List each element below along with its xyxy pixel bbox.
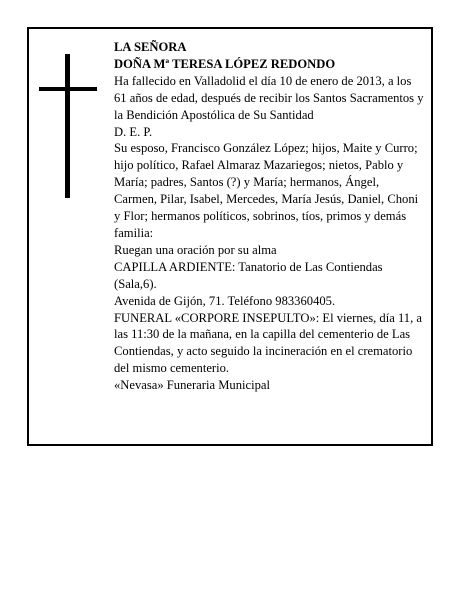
chapel-location: CAPILLA ARDIENTE: Tanatorio de Las Contiendas (Sala,6).: [114, 259, 383, 291]
notice-text: [114, 39, 424, 394]
cross-vertical-bar: [65, 54, 70, 198]
funeral-home: «Nevasa» Funeraria Municipal: [114, 378, 270, 393]
notice-title: LA SEÑORA: [114, 40, 187, 54]
funeral-details: FUNERAL «CORPORE INSEPULTO»: El viernes, día 11, a las 11:30 de la mañana, en la capilla del cementerio de Las Contiendas, y acto seguido la incineración en el crematorio del mismo cementerio.: [114, 310, 422, 376]
cross-horizontal-bar: [39, 87, 97, 91]
prayer-request: Ruegan una oración por su alma: [114, 242, 277, 257]
death-announcement: Ha fallecido en Valladolid el día 10 de enero de 2013, a los 61 años de edad, después de recibir los Santos Sacramentos y la Bendición Apostólica de Su Santidad: [114, 73, 424, 122]
family-list: Su esposo, Francisco González López; hijos, Maite y Curro; hijo político, Rafael Almaraz Mazariegos; nietos, Pablo y María; padres, Santos (?) y María; hermanos, Ángel, Carmen, Pilar, Isabel, Mercedes, María Jesús, Daniel, Choni y Flor; hermanos políticos, sobrinos, tíos, primos y demás familia:: [114, 141, 419, 240]
cross-icon: [39, 54, 97, 198]
rest-in-peace: D. E. P.: [114, 124, 153, 139]
chapel-address: Avenida de Gijón, 71. Teléfono 983360405.: [114, 293, 336, 308]
deceased-name: DOÑA Mª TERESA LÓPEZ REDONDO: [114, 56, 336, 71]
